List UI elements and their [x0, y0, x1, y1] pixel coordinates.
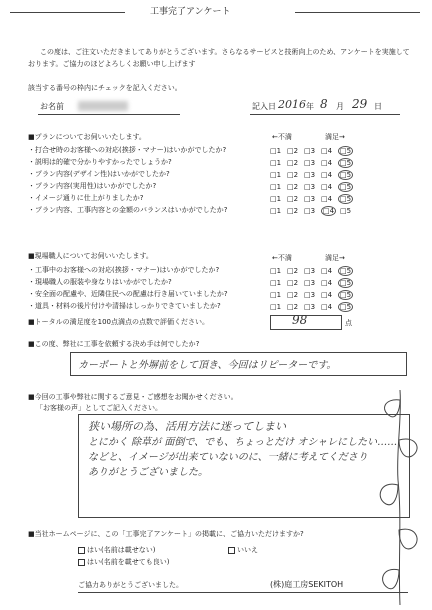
publish-option-no[interactable]: いいえ [228, 546, 258, 555]
name-blurred [78, 101, 128, 111]
rating-option-2[interactable]: □2 [287, 207, 299, 215]
voice-label: ■今回の工事や弊社に関するご意見・ご感想をお聞かせください。 [28, 393, 238, 401]
rating-option-2[interactable]: □2 [287, 183, 299, 191]
voice-sublabel: 「お客様の声」としてご記入ください。 [36, 404, 162, 412]
question-text: ・工事中のお客様への対応(挨拶・マナー)はいかがでしたか? [28, 266, 220, 274]
date-year: 2016 [278, 98, 306, 111]
footer-thanks: ご協力ありがとうございました。 [78, 581, 183, 589]
scale-low: ←不満 [272, 133, 292, 141]
rating-options [270, 158, 357, 168]
checkbox-icon[interactable] [228, 547, 235, 554]
intro-line-2: おります。ご協力のほどよろしくお願い申し上げます [28, 60, 196, 68]
date-day: 29 [352, 97, 368, 111]
rating-options [270, 182, 357, 192]
rating-option-5[interactable]: □5 [339, 159, 352, 167]
rating-options [270, 146, 357, 156]
reason-label: ■この度、弊社に工事を依頼する決め手は何でしたか? [28, 340, 200, 348]
voice-line-3: などと、イメージが出来ていないのに、一緒に考えてくださり [88, 452, 368, 463]
date-label: 記入日 [252, 102, 276, 111]
rating-option-4[interactable]: □4 [321, 303, 333, 311]
rating-option-4[interactable]: □4 [321, 183, 333, 191]
footer-company: (株)庭工房SEKITOH [270, 580, 344, 589]
voice-line-1: 狭い場所の為、活用方法に迷ってしまい [88, 420, 286, 433]
rating-option-4[interactable]: □4 [321, 147, 333, 155]
voice-line-4: ありがとうございました。 [88, 467, 208, 478]
question-text: ・プラン内容、工事内容との金額のバランスはいかがでしたか? [28, 206, 228, 214]
rating-option-5[interactable]: □5 [339, 147, 352, 155]
question-text: ・打合せ時のお客様への対応(挨拶・マナー)はいかがでしたか? [28, 146, 227, 154]
rating-option-2[interactable]: □2 [287, 159, 299, 167]
section2-title: ■現場職人についてお伺いいたします。 [28, 252, 153, 260]
rating-option-3[interactable]: □3 [304, 195, 316, 203]
voice-line-2: とにかく 除草が 面倒で、でも、ちょっとだけ オシャレにしたい…… [88, 437, 398, 448]
rating-option-1[interactable]: □1 [270, 195, 282, 203]
rating-option-5[interactable]: □5 [339, 279, 352, 287]
rating-option-5[interactable]: □5 [340, 207, 352, 215]
rating-option-2[interactable]: □2 [287, 303, 299, 311]
rating-option-1[interactable]: □1 [270, 147, 282, 155]
instruction: 該当する番号の枠内にチェックを記入ください。 [28, 84, 182, 92]
rating-option-3[interactable]: □3 [304, 291, 316, 299]
rating-option-5[interactable]: □5 [339, 171, 352, 179]
total-unit: 点 [345, 319, 352, 327]
rating-option-4[interactable]: □4 [321, 195, 333, 203]
question-text: ・イメージ通りに仕上がりましたか? [28, 194, 144, 202]
rating-option-2[interactable]: □2 [287, 195, 299, 203]
publish-label: ■当社ホームページに、この「工事完了アンケート」の掲載に、ご協力いただけますか? [28, 530, 304, 538]
rating-option-1[interactable]: □1 [270, 207, 282, 215]
rating-option-4[interactable]: □4 [322, 207, 335, 215]
rating-option-3[interactable]: □3 [304, 159, 316, 167]
question-text: ・プラン内容(実用性)はいかがでしたか? [28, 182, 157, 190]
rating-option-1[interactable]: □1 [270, 171, 282, 179]
rating-options [270, 290, 357, 300]
document-title: 工事完了アンケート [150, 7, 231, 17]
rating-option-3[interactable]: □3 [304, 279, 316, 287]
rating-option-1[interactable]: □1 [270, 279, 282, 287]
rating-option-2[interactable]: □2 [287, 147, 299, 155]
rating-option-4[interactable]: □4 [321, 279, 333, 287]
reason-answer: カーポートと外塀前をして頂き、今回はリピーターです。 [78, 360, 337, 371]
rating-option-2[interactable]: □2 [287, 291, 299, 299]
rating-option-3[interactable]: □3 [304, 183, 316, 191]
section1-title: ■プランについてお伺いいたします。 [28, 133, 146, 141]
rating-option-1[interactable]: □1 [270, 303, 282, 311]
rating-option-5[interactable]: □5 [339, 267, 352, 275]
rating-options [270, 278, 357, 288]
rating-option-1[interactable]: □1 [270, 267, 282, 275]
rating-option-5[interactable]: □5 [339, 195, 352, 203]
rating-option-5[interactable]: □5 [339, 291, 352, 299]
rating-option-3[interactable]: □3 [304, 171, 316, 179]
rating-options [270, 266, 357, 276]
publish-option-anonymous[interactable]: はい(名前は載せない) [78, 546, 155, 555]
rating-option-1[interactable]: □1 [270, 291, 282, 299]
rating-options [270, 194, 357, 204]
rating-option-2[interactable]: □2 [287, 267, 299, 275]
question-text: ・安全面の配慮や、近隣住民への配慮は行き届いていましたか? [28, 290, 228, 298]
rating-option-5[interactable]: □5 [339, 183, 352, 191]
rating-option-3[interactable]: □3 [304, 267, 316, 275]
rating-option-4[interactable]: □4 [321, 159, 333, 167]
rating-option-2[interactable]: □2 [287, 171, 299, 179]
question-text: ・道具・材料の後片付けや清掃はしっかりできていましたか? [28, 302, 221, 310]
question-text: ・現場職人の服装や身なりはいかがでしたか? [28, 278, 172, 286]
rating-option-3[interactable]: □3 [304, 207, 316, 215]
checkbox-icon[interactable] [78, 547, 85, 554]
intro-line-1: この度は、ご注文いただきましてありがとうございます。さらなるサービスと技術向上のため、アンケートを実施して [40, 48, 410, 56]
checkbox-icon[interactable] [78, 559, 85, 566]
rating-option-1[interactable]: □1 [270, 159, 282, 167]
question-text: ・プラン内容(デザイン性)はいかがでしたか? [28, 170, 170, 178]
rating-options [270, 206, 357, 216]
rating-option-5[interactable]: □5 [339, 303, 352, 311]
rating-option-2[interactable]: □2 [287, 279, 299, 287]
total-score-value: 98 [292, 313, 308, 327]
rating-option-3[interactable]: □3 [304, 147, 316, 155]
rating-options [270, 302, 357, 312]
name-label: お名前 [40, 102, 64, 111]
rating-option-4[interactable]: □4 [321, 291, 333, 299]
question-text: ・説明は的確で分かりやすかったでしょうか? [28, 158, 172, 166]
plant-illustration [372, 380, 427, 605]
rating-option-1[interactable]: □1 [270, 183, 282, 191]
total-label: ■トータルの満足度を100点満点の点数で評価ください。 [28, 318, 209, 326]
rating-option-3[interactable]: □3 [304, 303, 316, 311]
rating-option-4[interactable]: □4 [321, 171, 333, 179]
rating-option-4[interactable]: □4 [321, 267, 333, 275]
publish-option-named[interactable]: はい(名前を載せても良い) [78, 558, 169, 567]
date-month: 8 [320, 97, 328, 111]
rating-options [270, 170, 357, 180]
scale-high: 満足→ [325, 133, 345, 141]
